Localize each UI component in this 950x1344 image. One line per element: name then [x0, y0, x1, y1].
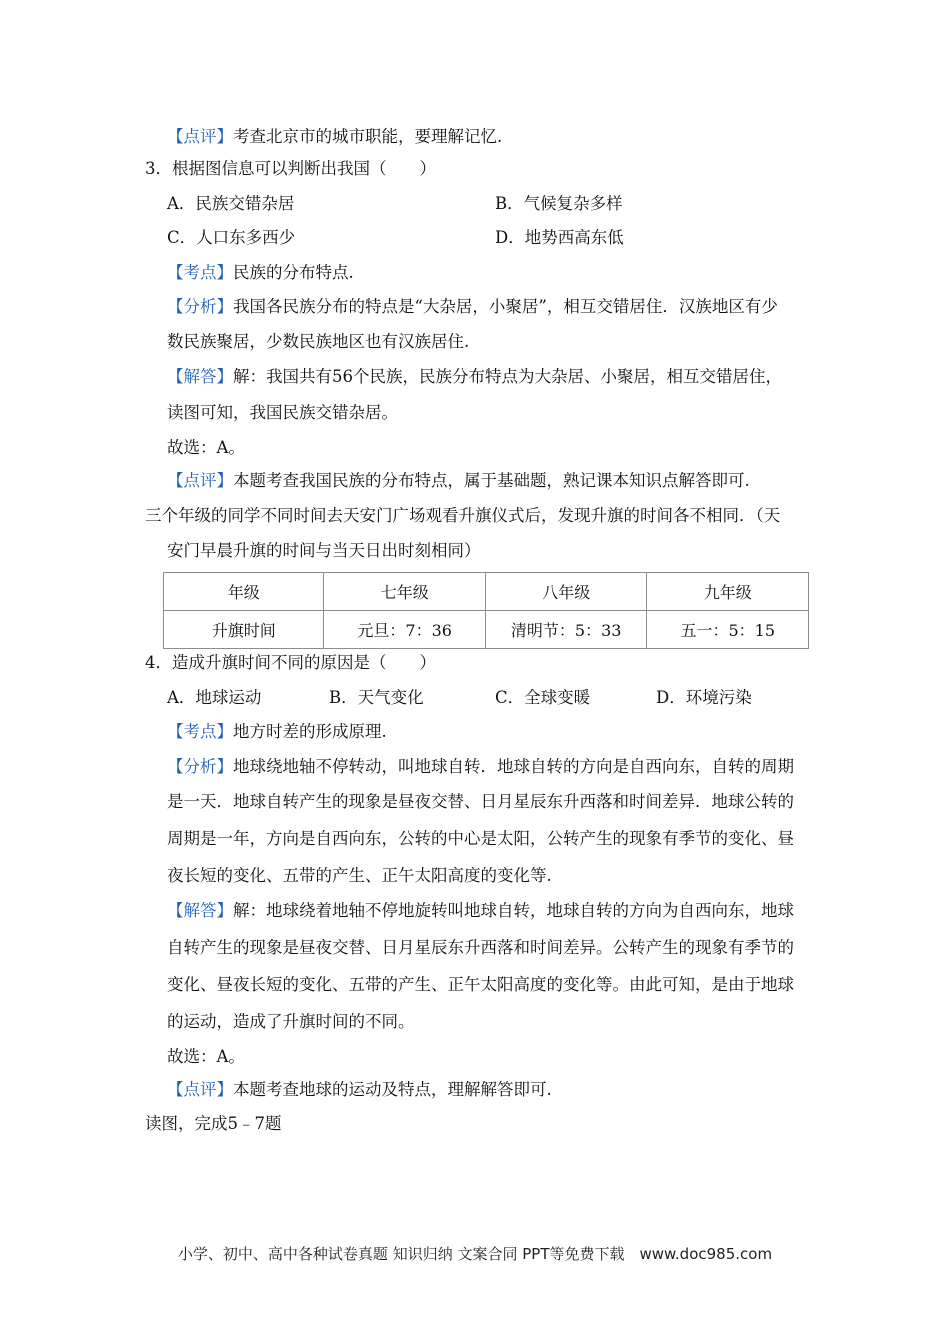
q4-review-line: [167, 1078, 552, 1102]
q4-jieda-line-1: [167, 899, 794, 923]
q3-fenxi-line-1: [167, 295, 778, 319]
q3-review-line: [167, 469, 750, 493]
q4-kaodian-text: 地方时差的形成原理.: [233, 722, 387, 741]
q3-answer: 故选：A。: [167, 438, 245, 457]
q4-review-text: 本题考查地球的运动及特点，理解解答即可.: [233, 1080, 552, 1099]
jieda-tag: 【解答】: [167, 367, 233, 386]
kaodian-tag: 【考点】: [167, 722, 233, 741]
q3-kaodian-text: 民族的分布特点.: [233, 263, 354, 282]
q4-option-a: A．地球运动: [167, 688, 262, 707]
q3-stem: 3．根据图信息可以判断出我国（ ）: [145, 159, 436, 178]
table-row: [164, 611, 809, 649]
q4-fenxi-line-2: 是一天．地球自转产生的现象是昼夜交替、日月星辰东升西落和时间差异．地球公转的: [167, 792, 794, 811]
q4-option-d: D．环境污染: [656, 688, 752, 707]
q2-review-text: 考查北京市的城市职能，要理解记忆.: [233, 127, 503, 146]
table-cell: 清明节：5：33: [485, 611, 647, 649]
table-cell: 五一：5：15: [647, 611, 809, 649]
kaodian-tag: 【考点】: [167, 263, 233, 282]
q4-jieda-text-1: 解：地球绕着地轴不停地旋转叫地球自转，地球自转的方向为自西向东，地球: [233, 901, 794, 920]
q3-review-text: 本题考查我国民族的分布特点，属于基础题，熟记课本知识点解答即可.: [233, 471, 750, 490]
fenxi-tag: 【分析】: [167, 297, 233, 316]
q3-option-c: C．人口东多西少: [167, 228, 296, 247]
q4-fenxi-text-1: 地球绕地轴不停转动，叫地球自转．地球自转的方向是自西向东，自转的周期: [233, 757, 794, 776]
q3-option-b: B．气候复杂多样: [495, 194, 623, 213]
table-cell: 升旗时间: [164, 611, 324, 649]
review-tag: 【点评】: [167, 471, 233, 490]
q4-fenxi-line-3: 周期是一年，方向是自西向东，公转的中心是太阳，公转产生的现象有季节的变化、昼: [167, 829, 794, 848]
q4-answer: 故选：A。: [167, 1047, 245, 1066]
table-cell: 元旦：7：36: [324, 611, 486, 649]
q4-option-c: C．全球变暖: [495, 688, 591, 707]
q4-jieda-line-4: 的运动，造成了升旗时间的不同。: [167, 1012, 415, 1031]
flag-time-table: [163, 572, 809, 649]
intro-line-2: 安门早晨升旗的时间与当天日出时刻相同）: [167, 541, 481, 560]
q4-fenxi-line-4: 夜长短的变化、五带的产生、正午太阳高度的变化等.: [167, 866, 552, 885]
q3-fenxi-line-2: 数民族聚居，少数民族地区也有汉族居住.: [167, 332, 470, 351]
q3-jieda-line-2: 读图可知，我国民族交错杂居。: [167, 403, 398, 422]
review-tag: 【点评】: [167, 127, 233, 146]
q3-jieda-line-1: [167, 365, 782, 389]
q4-fenxi-line-1: [167, 755, 794, 779]
jieda-tag: 【解答】: [167, 901, 233, 920]
footer-text: 小学、初中、高中各种试卷真题 知识归纳 文案合同 PPT等免费下载 www.doc985.com: [177, 1245, 773, 1263]
q4-jieda-line-2: 自转产生的现象是昼夜交替、日月星辰东升西落和时间差异。公转产生的现象有季节的: [167, 938, 794, 957]
q3-jieda-text-1: 解：我国共有56个民族，民族分布特点为大杂居、小聚居，相互交错居住，: [233, 367, 782, 386]
intro-line-1: 三个年级的同学不同时间去天安门广场观看升旗仪式后，发现升旗的时间各不相同．（天: [145, 506, 781, 525]
table-cell: 七年级: [324, 573, 486, 611]
review-tag: 【点评】: [167, 1080, 233, 1099]
q4-stem: 4．造成升旗时间不同的原因是（ ）: [145, 653, 436, 672]
q3-fenxi-text-1: 我国各民族分布的特点是“大杂居，小聚居”，相互交错居住．汉族地区有少: [233, 297, 778, 316]
table-cell: 八年级: [485, 573, 647, 611]
q3-option-a: A．民族交错杂居: [167, 194, 295, 213]
table-cell: 年级: [164, 573, 324, 611]
fenxi-tag: 【分析】: [167, 757, 233, 776]
q4-option-b: B．天气变化: [329, 688, 424, 707]
q4-jieda-line-3: 变化、昼夜长短的变化、五带的产生、正午太阳高度的变化等。由此可知，是由于地球: [167, 975, 794, 994]
table-header-row: [164, 573, 809, 611]
q3-kaodian-line: [167, 261, 354, 285]
q4-kaodian-line: [167, 720, 387, 744]
q2-review-line: [167, 125, 502, 149]
q3-option-d: D．地势西高东低: [495, 228, 624, 247]
table-cell: 九年级: [647, 573, 809, 611]
next-questions-intro: 读图，完成5﹣7题: [145, 1114, 282, 1133]
